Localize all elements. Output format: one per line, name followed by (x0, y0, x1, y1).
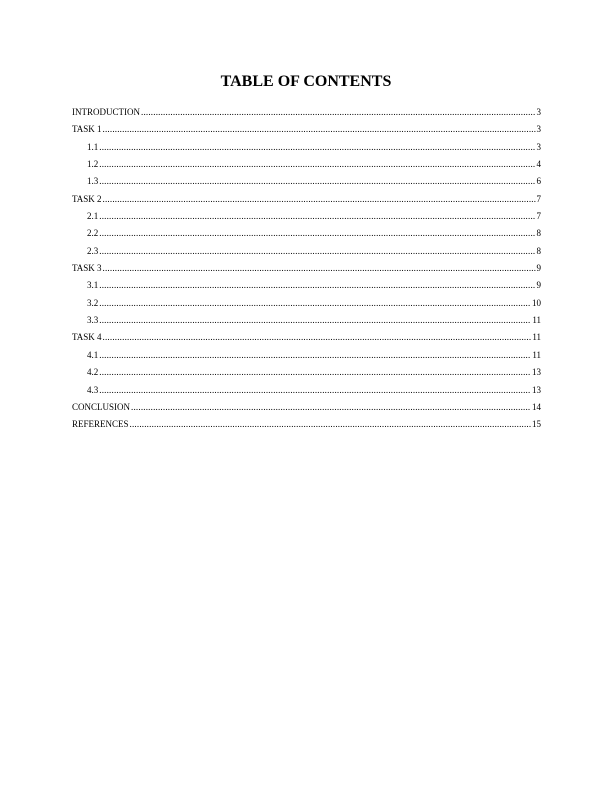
toc-entry-page-number: 3 (536, 107, 541, 117)
toc-dot-leader (103, 260, 536, 277)
toc-entry-page-number: 11 (532, 315, 541, 326)
toc-dot-leader (99, 347, 531, 364)
toc-dot-leader (99, 382, 531, 399)
toc-entry-page-number: 3 (536, 141, 541, 152)
toc-entry-page-number: 4 (536, 159, 541, 170)
toc-entry[interactable] (72, 173, 541, 190)
toc-entry[interactable] (72, 364, 541, 381)
toc-entry-label: 4.3 (87, 384, 99, 395)
toc-entry[interactable] (72, 139, 541, 156)
toc-entry-label: TASK 2 (72, 193, 102, 204)
toc-entry-page-number: 13 (532, 384, 541, 395)
toc-entry-page-number: 7 (536, 193, 541, 204)
toc-entry[interactable] (72, 399, 541, 416)
toc-entry-page-number: 14 (532, 401, 541, 412)
toc-dot-leader (131, 399, 531, 416)
toc-entry-label: 4.2 (87, 367, 99, 378)
toc-entry-label: REFERENCES (72, 419, 129, 430)
toc-entry[interactable] (72, 416, 541, 433)
toc-entry[interactable] (72, 295, 541, 312)
toc-entry-label: INTRODUCTION (72, 107, 140, 117)
toc-dot-leader (99, 277, 535, 294)
toc-entry-page-number: 15 (532, 419, 541, 430)
table-of-contents (72, 104, 541, 434)
toc-dot-leader (99, 208, 535, 225)
toc-dot-leader (99, 312, 531, 329)
toc-entry[interactable] (72, 208, 541, 225)
toc-entry-label: 1.3 (87, 176, 99, 187)
toc-entry[interactable] (72, 260, 541, 277)
toc-entry-page-number: 8 (536, 245, 541, 256)
toc-entry-label: 2.1 (87, 211, 99, 222)
toc-entry-page-number: 10 (532, 297, 541, 308)
toc-dot-leader (99, 156, 535, 173)
toc-dot-leader (141, 104, 536, 121)
toc-dot-leader (99, 295, 531, 312)
toc-entry-page-number: 8 (536, 228, 541, 239)
toc-entry[interactable] (72, 277, 541, 294)
toc-entry-page-number: 6 (536, 176, 541, 187)
toc-entry-label: 1.1 (87, 141, 99, 152)
toc-entry[interactable] (72, 329, 541, 346)
toc-entry[interactable] (72, 312, 541, 329)
toc-entry[interactable] (72, 191, 541, 208)
toc-dot-leader (103, 191, 536, 208)
toc-entry[interactable] (72, 382, 541, 399)
toc-entry-label: 2.3 (87, 245, 99, 256)
toc-entry-page-number: 11 (532, 332, 541, 343)
toc-entry-page-number: 9 (536, 263, 541, 274)
toc-entry-page-number: 11 (532, 349, 541, 360)
toc-entry[interactable] (72, 104, 541, 121)
toc-entry[interactable] (72, 156, 541, 173)
toc-dot-leader (103, 121, 536, 138)
toc-dot-leader (99, 139, 535, 156)
toc-entry-label: TASK 1 (72, 124, 102, 135)
toc-entry-label: CONCLUSION (72, 401, 131, 412)
toc-entry[interactable] (72, 121, 541, 138)
toc-entry-page-number: 7 (536, 211, 541, 222)
toc-entry-label: 2.2 (87, 228, 99, 239)
toc-dot-leader (99, 173, 535, 190)
toc-entry-label: TASK 4 (72, 332, 102, 343)
toc-dot-leader (130, 416, 531, 433)
toc-entry[interactable] (72, 225, 541, 242)
toc-entry-label: 4.1 (87, 349, 99, 360)
toc-entry[interactable] (72, 243, 541, 260)
toc-entry-page-number: 9 (536, 280, 541, 291)
toc-dot-leader (99, 364, 531, 381)
toc-dot-leader (99, 225, 535, 242)
toc-dot-leader (103, 329, 532, 346)
toc-entry-label: 1.2 (87, 159, 99, 170)
toc-dot-leader (99, 243, 535, 260)
toc-entry[interactable] (72, 347, 541, 364)
toc-entry-page-number: 13 (532, 367, 541, 378)
toc-entry-label: 3.1 (87, 280, 99, 291)
toc-entry-label: 3.2 (87, 297, 99, 308)
page-title: TABLE OF CONTENTS (220, 73, 392, 90)
toc-entry-label: TASK 3 (72, 263, 102, 274)
toc-entry-page-number: 3 (536, 124, 541, 135)
toc-entry-label: 3.3 (87, 315, 99, 326)
